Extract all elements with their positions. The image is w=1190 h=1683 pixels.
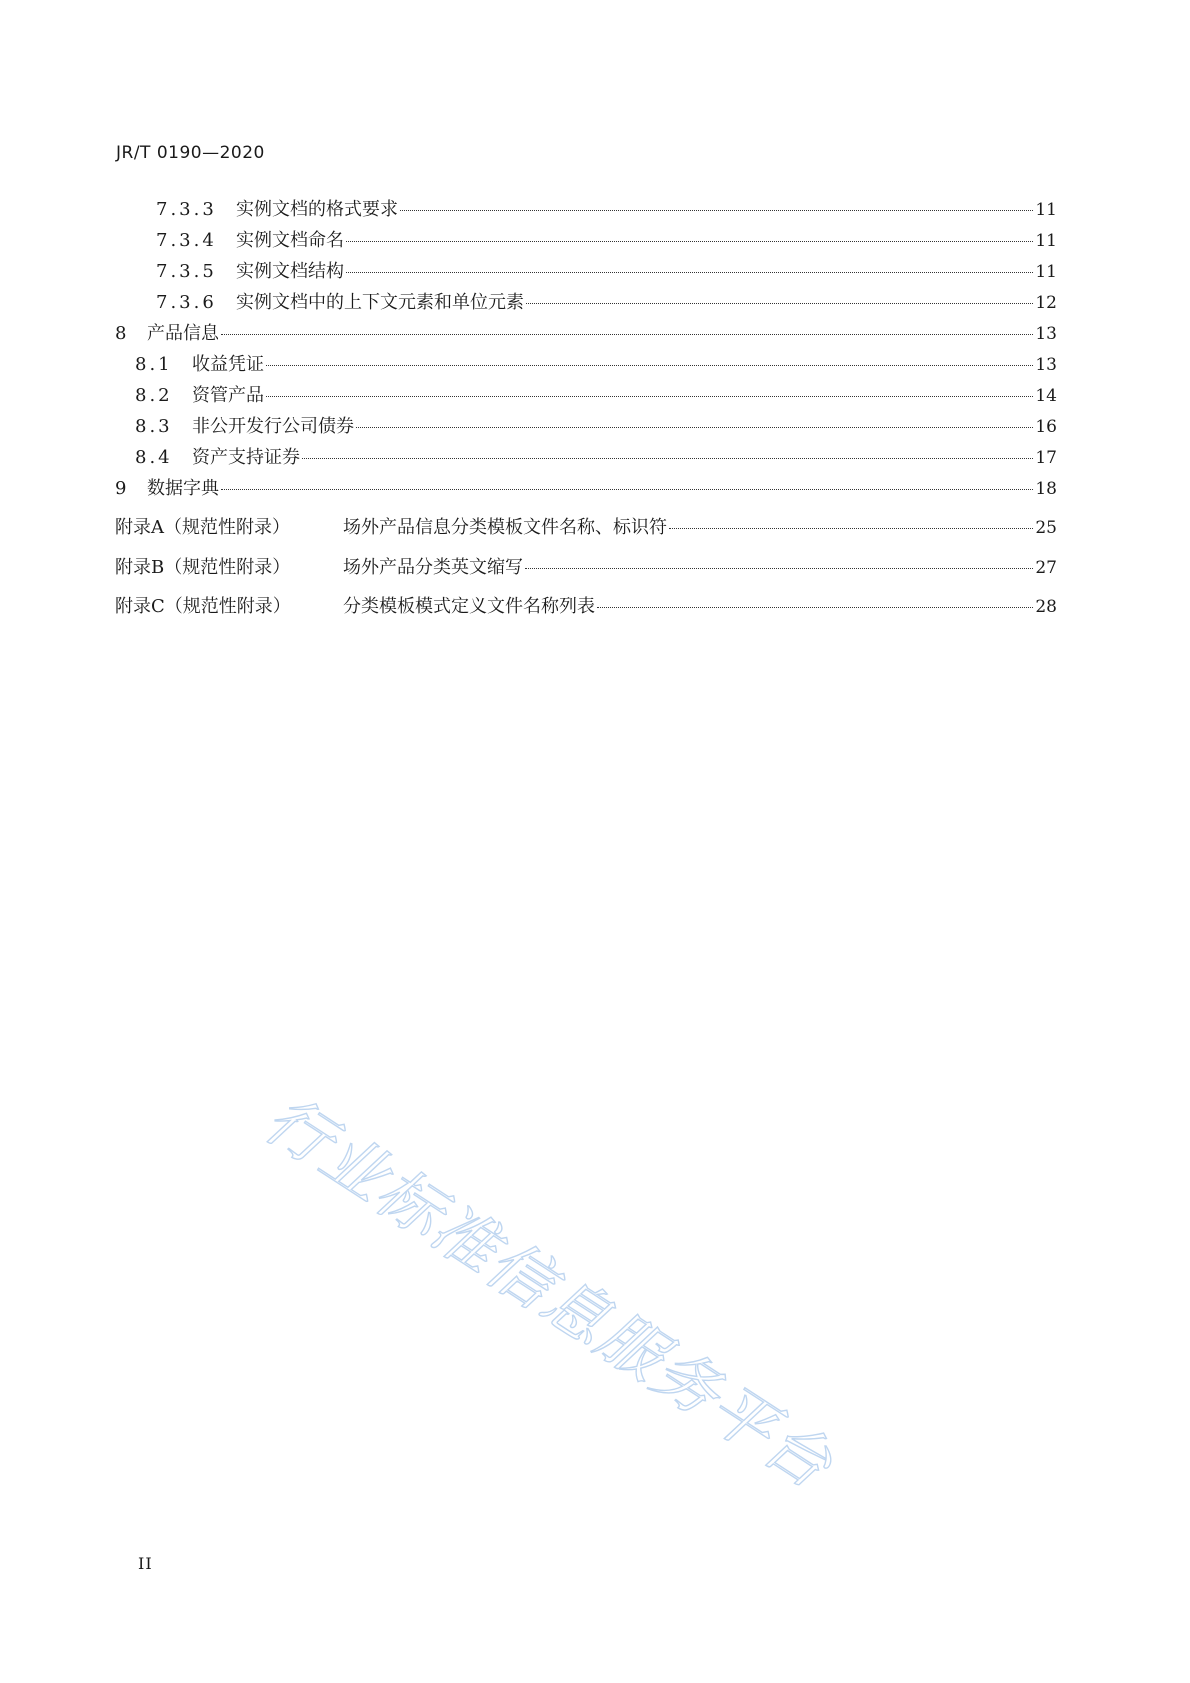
toc-entry-page: 18 bbox=[1035, 479, 1057, 499]
toc-appendix-label: 附录A（规范性附录） bbox=[115, 517, 290, 538]
toc-entry[interactable] bbox=[135, 384, 1057, 408]
toc-entry-title: 场外产品分类英文缩写 bbox=[343, 557, 523, 578]
toc-entry-title: 产品信息 bbox=[147, 323, 219, 344]
toc-entry-number: 8.1 bbox=[135, 354, 173, 375]
toc-entry-number: 7.3.4 bbox=[156, 230, 217, 251]
toc-entry-page: 14 bbox=[1035, 386, 1057, 406]
toc-dot-leader bbox=[221, 489, 1033, 490]
toc-entry-page: 25 bbox=[1035, 518, 1057, 538]
toc-entry-title: 实例文档结构 bbox=[236, 261, 344, 282]
toc-appendix-label: 附录C（规范性附录） bbox=[115, 596, 291, 617]
toc-entry-number: 8.4 bbox=[135, 447, 173, 468]
toc-entry-title: 分类模板模式定义文件名称列表 bbox=[343, 596, 595, 617]
toc-appendix-entry[interactable] bbox=[115, 556, 1057, 580]
toc-appendix-label: 附录B（规范性附录） bbox=[115, 557, 291, 578]
toc-entry[interactable] bbox=[156, 198, 1057, 222]
toc-entry-page: 11 bbox=[1035, 200, 1057, 220]
toc-dot-leader bbox=[302, 458, 1033, 459]
toc-dot-leader bbox=[400, 210, 1033, 211]
toc-dot-leader bbox=[266, 365, 1033, 366]
watermark-text: 行业标准信息服务平台 bbox=[251, 1082, 846, 1505]
toc-entry-page: 12 bbox=[1035, 293, 1057, 313]
toc-appendix-entry[interactable] bbox=[115, 595, 1057, 619]
toc-entry-page: 11 bbox=[1035, 262, 1057, 282]
toc-dot-leader bbox=[356, 427, 1033, 428]
toc-entry[interactable] bbox=[135, 446, 1057, 470]
toc-entry-title: 实例文档的格式要求 bbox=[236, 199, 398, 220]
toc-entry-title: 资管产品 bbox=[192, 385, 264, 406]
toc-entry-page: 13 bbox=[1035, 355, 1057, 375]
toc-dot-leader bbox=[526, 303, 1033, 304]
toc-dot-leader bbox=[669, 528, 1033, 529]
toc-entry-number: 8 bbox=[115, 323, 127, 344]
toc-entry-title: 场外产品信息分类模板文件名称、标识符 bbox=[343, 517, 667, 538]
toc-entry[interactable] bbox=[156, 260, 1057, 284]
toc-entry-title: 数据字典 bbox=[147, 478, 219, 499]
toc-dot-leader bbox=[221, 334, 1033, 335]
toc-dot-leader bbox=[597, 607, 1033, 608]
toc-entry-page: 11 bbox=[1035, 231, 1057, 251]
toc-entry-title: 实例文档命名 bbox=[236, 230, 344, 251]
toc-entry-title: 收益凭证 bbox=[192, 354, 264, 375]
toc-dot-leader bbox=[266, 396, 1033, 397]
toc-entry-title: 实例文档中的上下文元素和单位元素 bbox=[236, 292, 524, 313]
toc-entry-page: 27 bbox=[1035, 558, 1057, 578]
toc-entry-title: 非公开发行公司债券 bbox=[192, 416, 354, 437]
toc-entry[interactable] bbox=[115, 322, 1057, 346]
toc-entry-title: 资产支持证券 bbox=[192, 447, 300, 468]
toc-entry-number: 8.3 bbox=[135, 416, 173, 437]
toc-entry-page: 28 bbox=[1035, 597, 1057, 617]
toc-entry-number: 7.3.3 bbox=[156, 199, 217, 220]
toc-entry[interactable] bbox=[115, 477, 1057, 501]
toc-dot-leader bbox=[525, 568, 1033, 569]
toc-appendix-entry[interactable] bbox=[115, 516, 1057, 540]
toc-entry[interactable] bbox=[156, 291, 1057, 315]
toc-entry[interactable] bbox=[135, 353, 1057, 377]
footer-page-number: II bbox=[138, 1554, 153, 1573]
toc-entry-number: 9 bbox=[115, 478, 127, 499]
toc-entry-page: 16 bbox=[1035, 417, 1057, 437]
toc-entry-number: 8.2 bbox=[135, 385, 173, 406]
toc-entry[interactable] bbox=[135, 415, 1057, 439]
toc-entry-page: 17 bbox=[1035, 448, 1057, 468]
standard-code-header: JR/T 0190—2020 bbox=[116, 143, 265, 163]
toc-entry-page: 13 bbox=[1035, 324, 1057, 344]
toc-entry-number: 7.3.5 bbox=[156, 261, 217, 282]
toc-dot-leader bbox=[346, 241, 1033, 242]
toc-entry[interactable] bbox=[156, 229, 1057, 253]
toc-entry-number: 7.3.6 bbox=[156, 292, 217, 313]
toc-dot-leader bbox=[346, 272, 1033, 273]
